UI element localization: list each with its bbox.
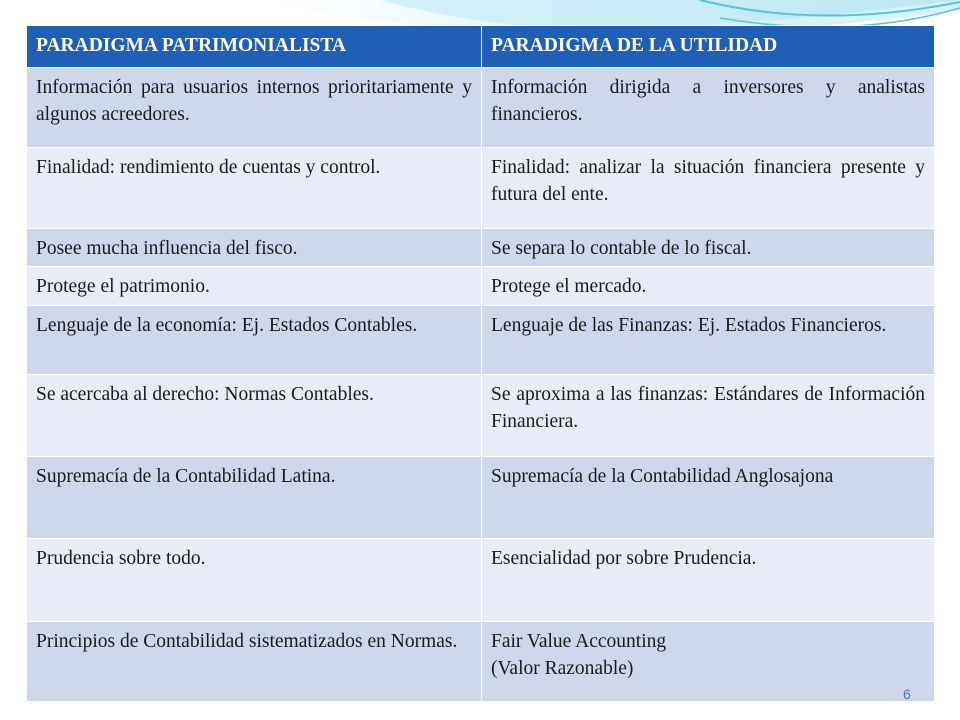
page-number: 6 [903,686,911,702]
table-cell: Prudencia sobre todo. [27,539,482,622]
table-row [27,68,935,148]
table-cell: Supremacía de la Contabilidad Latina. [27,457,482,539]
table-cell: Principios de Contabilidad sistematizados en Normas. [27,622,482,702]
header-paradigma-utilidad: PARADIGMA DE LA UTILIDAD [482,26,935,68]
header-paradigma-patrimonialista: PARADIGMA PATRIMONIALISTA [27,26,482,68]
table-row [27,539,935,622]
table-cell: Se aproxima a las finanzas: Estándares de Información Financiera. [482,375,935,457]
table-cell: Información dirigida a inversores y analistas financieros. [482,68,935,148]
table-cell: Finalidad: rendimiento de cuentas y control. [27,148,482,229]
table-row [27,457,935,539]
table-cell: Esencialidad por sobre Prudencia. [482,539,935,622]
table-row [27,375,935,457]
table-cell: Se acercaba al derecho: Normas Contables. [27,375,482,457]
table-row [27,306,935,375]
table-row [27,229,935,267]
table-cell: Fair Value Accounting (Valor Razonable) [482,622,935,702]
table-cell: Información para usuarios internos prioritariamente y algunos acreedores. [27,68,482,148]
comparison-table [26,25,935,702]
table-cell: Supremacía de la Contabilidad Anglosajona [482,457,935,539]
table-row [27,622,935,702]
table-row [27,267,935,306]
table-cell: Protege el mercado. [482,267,935,306]
table-cell: Protege el patrimonio. [27,267,482,306]
table-header-row [27,26,935,68]
table-cell: Se separa lo contable de lo fiscal. [482,229,935,267]
table-cell: Lenguaje de las Finanzas: Ej. Estados Financieros. [482,306,935,375]
table-cell: Lenguaje de la economía: Ej. Estados Contables. [27,306,482,375]
table-cell: Finalidad: analizar la situación financiera presente y futura del ente. [482,148,935,229]
table-cell: Posee mucha influencia del fisco. [27,229,482,267]
table-row [27,148,935,229]
